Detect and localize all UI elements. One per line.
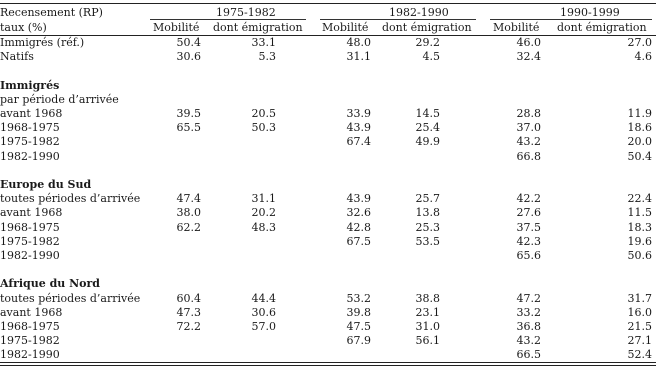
group-heading: Europe du Sud — [0, 178, 92, 191]
table-cell: 47.4 — [176, 192, 201, 206]
table-cell: 37.5 — [516, 220, 541, 234]
table-cell: 39.8 — [346, 305, 371, 319]
row-label: 1982-1990 — [0, 249, 60, 262]
table-cell: 53.5 — [415, 234, 440, 248]
table-cell: 13.8 — [415, 206, 440, 220]
col-mobility-1: Mobilité — [153, 21, 200, 34]
table-cell: 20.5 — [251, 107, 276, 120]
row-label: toutes périodes d’arrivée — [0, 291, 141, 305]
table-cell: 43.9 — [346, 192, 371, 206]
table-cell: 18.6 — [627, 121, 652, 135]
table-cell: 43.2 — [516, 334, 541, 348]
table-cell: 42.8 — [346, 220, 371, 234]
row-label: 1982-1990 — [0, 348, 60, 362]
table-cell: 31.0 — [415, 320, 440, 333]
table-cell: 60.4 — [176, 291, 201, 305]
table-cell: 14.5 — [415, 107, 440, 120]
row-label: 1982-1990 — [0, 149, 60, 163]
table-cell: 66.8 — [516, 149, 541, 163]
table-cell: 20.2 — [251, 206, 276, 220]
row-label: avant 1968 — [0, 305, 63, 319]
table-cell: 67.9 — [346, 334, 371, 348]
row-label: Natifs — [0, 50, 34, 64]
table-cell: 22.4 — [627, 192, 652, 206]
table-cell: 37.0 — [516, 121, 541, 135]
table-cell: 19.6 — [627, 234, 652, 248]
table-cell: 47.3 — [176, 305, 201, 319]
table-cell: 11.9 — [627, 107, 652, 120]
col-emigration-3: dont émigration — [557, 21, 647, 34]
table-cell: 25.7 — [415, 192, 440, 206]
row-label: 1968-1975 — [0, 320, 60, 333]
period-3-header: 1990-1999 — [560, 6, 620, 19]
table-cell: 44.4 — [251, 291, 276, 305]
table-cell: 47.2 — [516, 291, 541, 305]
col-mobility-2: Mobilité — [322, 21, 369, 34]
table-cell: 49.9 — [415, 135, 440, 149]
table-cell: 42.2 — [516, 192, 541, 206]
table-cell: 33.2 — [516, 305, 541, 319]
census-label: Recensement (RP) — [0, 6, 103, 19]
group-heading: Immigrés — [0, 78, 60, 92]
bottom-rule-1 — [0, 362, 656, 363]
table-cell: 32.4 — [516, 50, 541, 64]
row-label: 1975-1982 — [0, 234, 60, 248]
period-1-header: 1975-1982 — [216, 6, 276, 19]
table-cell: 21.5 — [627, 320, 652, 333]
bottom-rule-2 — [0, 365, 656, 366]
table-cell: 50.6 — [627, 249, 652, 262]
table-cell: 65.6 — [516, 249, 541, 262]
row-label: avant 1968 — [0, 206, 63, 220]
table-cell: 36.8 — [516, 320, 541, 333]
period-2-underline — [320, 19, 476, 20]
table-cell: 56.1 — [415, 334, 440, 348]
table-cell: 43.2 — [516, 135, 541, 149]
table-cell: 4.6 — [634, 50, 652, 64]
table-cell: 48.3 — [251, 220, 276, 234]
table-cell: 39.5 — [176, 107, 201, 120]
row-label: 1968-1975 — [0, 121, 60, 135]
table-cell: 48.0 — [346, 36, 371, 49]
table-cell: 67.4 — [346, 135, 371, 149]
table-cell: 25.4 — [415, 121, 440, 135]
table-cell: 30.6 — [176, 50, 201, 64]
row-label: par période d’arrivée — [0, 92, 119, 106]
rate-label: taux (%) — [0, 21, 47, 34]
table-cell: 38.0 — [176, 206, 201, 220]
col-mobility-3: Mobilité — [493, 21, 540, 34]
table-cell: 50.4 — [627, 149, 652, 163]
table-cell: 33.9 — [346, 107, 371, 120]
row-label: 1968-1975 — [0, 220, 60, 234]
table-cell: 18.3 — [627, 220, 652, 234]
table-cell: 47.5 — [346, 320, 371, 333]
table-cell: 46.0 — [516, 36, 541, 49]
table-cell: 52.4 — [627, 348, 652, 362]
table-cell: 31.1 — [251, 192, 276, 206]
table-cell: 32.6 — [346, 206, 371, 220]
table-cell: 20.0 — [627, 135, 652, 149]
table-cell: 27.1 — [627, 334, 652, 348]
table-cell: 57.0 — [251, 320, 276, 333]
table-cell: 30.6 — [251, 305, 276, 319]
period-2-header: 1982-1990 — [389, 6, 449, 19]
group-heading: Afrique du Nord — [0, 277, 100, 291]
period-3-underline — [490, 19, 652, 20]
col-emigration-2: dont émigration — [382, 21, 472, 34]
table-cell: 27.0 — [627, 36, 652, 49]
table-cell: 72.2 — [176, 320, 201, 333]
table-cell: 23.1 — [415, 305, 440, 319]
table-cell: 29.2 — [415, 36, 440, 49]
table-cell: 66.5 — [516, 348, 541, 362]
table-cell: 53.2 — [346, 291, 371, 305]
table-cell: 27.6 — [516, 206, 541, 220]
table-cell: 50.4 — [176, 36, 201, 49]
row-label: toutes périodes d’arrivée — [0, 192, 141, 206]
table-cell: 50.3 — [251, 121, 276, 135]
row-label: 1975-1982 — [0, 334, 60, 348]
table-cell: 11.5 — [627, 206, 652, 220]
row-label: Immigrés (réf.) — [0, 36, 85, 49]
table-cell: 65.5 — [176, 121, 201, 135]
table-cell: 4.5 — [422, 50, 440, 64]
table-cell: 28.8 — [516, 107, 541, 120]
top-rule — [0, 3, 656, 4]
table-cell: 16.0 — [627, 305, 652, 319]
table-cell: 43.9 — [346, 121, 371, 135]
table-cell: 33.1 — [251, 36, 276, 49]
col-emigration-1: dont émigration — [213, 21, 303, 34]
row-label: avant 1968 — [0, 107, 63, 120]
table-cell: 38.8 — [415, 291, 440, 305]
table-cell: 31.1 — [346, 50, 371, 64]
period-1-underline — [150, 19, 306, 20]
table-cell: 5.3 — [258, 50, 276, 64]
table-cell: 67.5 — [346, 234, 371, 248]
table-cell: 62.2 — [176, 220, 201, 234]
table-cell: 42.3 — [516, 234, 541, 248]
row-label: 1975-1982 — [0, 135, 60, 149]
table-cell: 25.3 — [415, 220, 440, 234]
table-cell: 31.7 — [627, 291, 652, 305]
